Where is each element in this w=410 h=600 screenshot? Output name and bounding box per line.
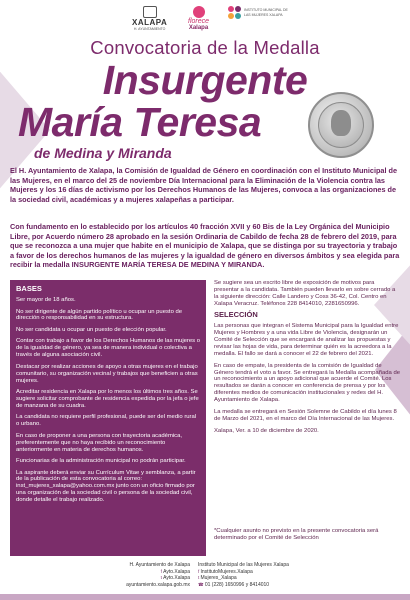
footer-phone: 01 (228) 1650996 y 8414010 xyxy=(204,581,270,588)
title-maria-teresa: María Teresa xyxy=(18,99,262,145)
submission-paragraph: Se sugiere sea un escrito libre de exposición de motivos para presentar a la candidata. También pueden llevarlo en sobre cerrado a la siguiente dirección: Calle Landero y Coss 36-42, Col. Centro en Xalapa Veracruz. Teléfonos 228 8414010, 2281650996. xyxy=(214,280,396,307)
twitter-icon: t xyxy=(160,575,164,580)
bases-item: La candidata no requiere perfil profesional, puede ser del medio rural o urbano. xyxy=(16,414,197,428)
footer-website-link[interactable]: ayuntamiento.xalapa.gob.mx xyxy=(126,581,190,588)
footer xyxy=(0,560,410,600)
intro-paragraph: El H. Ayuntamiento de Xalapa, la Comisión de Igualdad de Género en coordinación con el Instituto Municipal de las Mujeres, en el marco del 25 de noviembre Día Internacional para la Eliminación de la Violencia contra las Mujeres y los 16 días de activismo por los Derechos Humanos de las Mujeres, convoca a las organizaciones de la sociedad civil, académicas y a mujeres xalapeñas a participar. xyxy=(10,166,398,204)
footer-bar xyxy=(0,594,410,600)
xalapa-logo-text: XALAPA xyxy=(132,18,168,27)
date-line: Xalapa, Ver. a 10 de diciembre de 2020. xyxy=(214,427,319,434)
twitter-icon: t xyxy=(198,575,201,580)
facebook-icon: f xyxy=(160,568,164,574)
bases-panel xyxy=(10,280,206,556)
flower-icon xyxy=(193,6,205,18)
empate-paragraph: En caso de empate, la presidenta de la comisión de Igualdad de Género tendrá el voto a favor. Se entregará la Medalla acompañada de un reconocimiento a un apoyo adicional que acuerde el Comité. Los resultados se darán a conocer en conferencia de prensa y por los diferentes medios de comunicación institucionales y redes del H. Ayuntamiento de Xalapa. xyxy=(214,362,401,404)
florece-xalapa-logo xyxy=(188,6,209,31)
bases-item: Acreditar residencia en Xalapa por lo menos los últimos tres años. Se sugiere solicitar comprobante de residencia expedida por la jefa o jefe de manzana de su cuadra. xyxy=(16,389,199,409)
title-medina-miranda: de Medina y Miranda xyxy=(34,145,172,161)
seleccion-paragraph: Las personas que integran el Sistema Municipal para la Igualdad entre Mujeres y Hombres y a una vida Libre de Violencia, designarán un Comité de Selección que se encargará de analizar las propuestas y revisar las hojas de vida, para determinar quién es la acreedora a la medalla. El fallo se dará a conocer el 22 de febrero del 2021. xyxy=(214,323,399,357)
bases-item: No ser candidata u ocupar un puesto de elección popular. xyxy=(16,326,167,333)
bases-item: En caso de proponer a una persona con trayectoria académica, preferentemente que no haya recibido un reconocimiento anteriormente en materia de derechos humanos. xyxy=(16,432,183,453)
convocatoria-heading: Convocatoria de la Medalla xyxy=(90,37,320,58)
footer-right-title: Instituto Municipal de las Mujeres Xalapa xyxy=(198,562,289,568)
medal-image xyxy=(308,92,374,158)
footer-facebook-ayto[interactable]: Ayto.Xalapa xyxy=(163,568,190,575)
header-logos xyxy=(0,6,410,36)
bases-item: No ser dirigente de algún partido político u ocupar un puesto de dirección o responsabilidad en su estructura. xyxy=(16,308,183,322)
instituto-dots-icon xyxy=(228,6,241,19)
footer-twitter-imm[interactable]: Mujeres_Xalapa xyxy=(200,575,237,581)
bases-item: La aspirante deberá enviar su Currículum Vitae y semblanza, a partir de la publicación de esta convocatoria al correo: inst_mujeres_xalapa@yahoo.com.mx junto con un oficio firmado por una organización de la sociedad civil o persona de la sociedad civil, donde detalle el trabajo realizado. xyxy=(16,469,196,504)
bases-item: Funcionarias de la administración municipal no podrán participar. xyxy=(16,458,186,465)
bases-item: Contar con trabajo a favor de los Derechos Humanos de las mujeres o de la igualdad de género, ya sea de manera individual o colectiva a través de alguna asociación civil. xyxy=(16,338,201,359)
facebook-icon: f xyxy=(198,568,201,574)
footer-twitter-ayto[interactable]: Ayto.Xalapa xyxy=(163,575,190,581)
footer-left-title: H. Ayuntamiento de Xalapa xyxy=(129,562,190,568)
xalapa-logo xyxy=(132,6,167,31)
bases-heading: BASES xyxy=(16,284,42,293)
florece-xalapa-text: Xalapa xyxy=(188,25,209,31)
footer-ayuntamiento xyxy=(100,562,190,588)
xalapa-logo-subtext: H. AYUNTAMIENTO xyxy=(133,27,166,31)
instituto-logo-text: INSTITUTO MUNICIPAL DE LAS MUJERES XALAPA xyxy=(244,8,288,17)
florece-text: florece xyxy=(188,18,210,25)
bases-item: Destacar por realizar acciones de apoyo a otras mujeres en el trabajo comunitario, su organización vecinal y trabajos que beneficien a otras mujeres. xyxy=(16,363,198,384)
fundamento-paragraph: Con fundamento en lo establecido por los artículos 40 fracción XVII y 60 Bis de la Ley Orgánica del Municipio Libre, por Acuerdo número 28 aprobado en la sesión Ordinaria de Cabildo de fecha 28 de febrero del 2019, para que se reconozca a una mujer que habite en el municipio de Xalapa, que se distinga por su trayectoria y trabajo a favor de los derechos humanos de las mujeres y la igualdad de género en diversos ámbitos y sea elegida para recibir la medalla INSURGENTE MARÍA TERESA DE MEDINA Y MIRANDA. xyxy=(10,222,400,269)
instituto-mujeres-logo xyxy=(228,6,288,19)
seleccion-heading: SELECCIÓN xyxy=(214,310,258,320)
footer-facebook-imm[interactable]: InstitutoMujeres.Xalapa xyxy=(200,568,253,575)
phone-icon: ☎ xyxy=(198,581,205,587)
medal-portrait-icon xyxy=(331,110,351,136)
right-column xyxy=(214,280,400,439)
title-insurgente: Insurgente xyxy=(102,57,308,103)
footer-instituto xyxy=(198,562,318,588)
entrega-paragraph: La medalla se entregará en Sesión Solemne de Cabildo el día lunes 8 de Marzo del 2021, en el marco del Día Internacional de las Mujeres. xyxy=(214,408,397,422)
note-paragraph: *Cualquier asunto no previsto en la presente convocatoria será determinado por el Comité de Selección xyxy=(214,528,379,541)
bases-item: Ser mayor de 18 años. xyxy=(16,297,76,303)
xalapa-emblem-icon xyxy=(143,6,157,18)
